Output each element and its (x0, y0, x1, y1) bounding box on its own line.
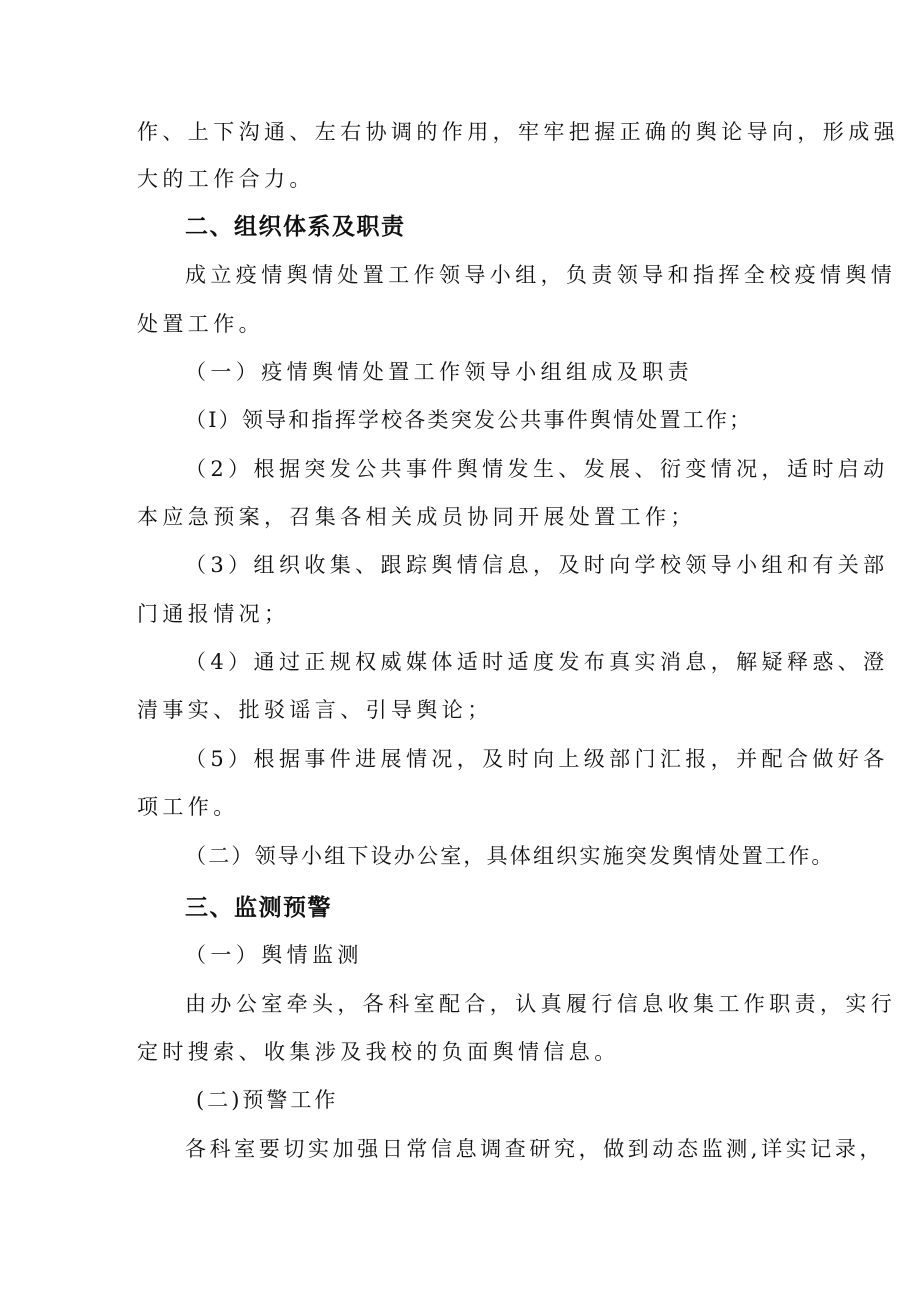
subsection-heading: (二)预警工作 (196, 1088, 339, 1112)
paragraph-line: 项工作。 (137, 795, 239, 819)
paragraph-line: 作、上下沟通、左右协调的作用，牢牢把握正确的舆论导向，形成强 (137, 120, 899, 144)
paragraph-line: 定时搜索、收集涉及我校的负面舆情信息。 (137, 1040, 620, 1064)
section-heading: 二、组织体系及职责 (185, 214, 406, 240)
paragraph-line: 本应急预案，召集各相关成员协同开展处置工作； (137, 505, 696, 529)
list-item: （2）根据突发公共事件舆情发生、发展、衍变情况，适时启动 (185, 457, 889, 481)
list-item: （5）根据事件进展情况，及时向上级部门汇报，并配合做好各 (185, 747, 889, 771)
paragraph-line: 各科室要切实加强日常信息调查研究，做到动态监测,详实记录， (185, 1137, 885, 1161)
subsection-heading: （二）领导小组下设办公室，具体组织实施突发舆情处置工作。 (185, 844, 835, 868)
paragraph-line: 清事实、批驳谣言、引导舆论； (137, 698, 493, 722)
section-heading: 三、监测预警 (185, 895, 332, 921)
paragraph-line: 大的工作合力。 (137, 167, 315, 191)
paragraph-line: 成立疫情舆情处置工作领导小组，负责领导和指挥全校疫情舆情 (185, 263, 897, 287)
list-item: （4）通过正规权威媒体适时适度发布真实消息，解疑释惑、澄 (185, 650, 889, 674)
subsection-heading: （一）舆情监测 (185, 943, 363, 967)
list-item: （3）组织收集、跟踪舆情信息，及时向学校领导小组和有关部 (185, 553, 889, 577)
list-item: （I）领导和指挥学校各类突发公共事件舆情处置工作； (185, 408, 753, 432)
paragraph-line: 由办公室牵头，各科室配合，认真履行信息收集工作职责，实行 (185, 992, 897, 1016)
subsection-heading: （一）疫情舆情处置工作领导小组组成及职责 (185, 360, 693, 384)
paragraph-line: 处置工作。 (137, 312, 264, 336)
paragraph-line: 门通报情况； (137, 602, 290, 626)
